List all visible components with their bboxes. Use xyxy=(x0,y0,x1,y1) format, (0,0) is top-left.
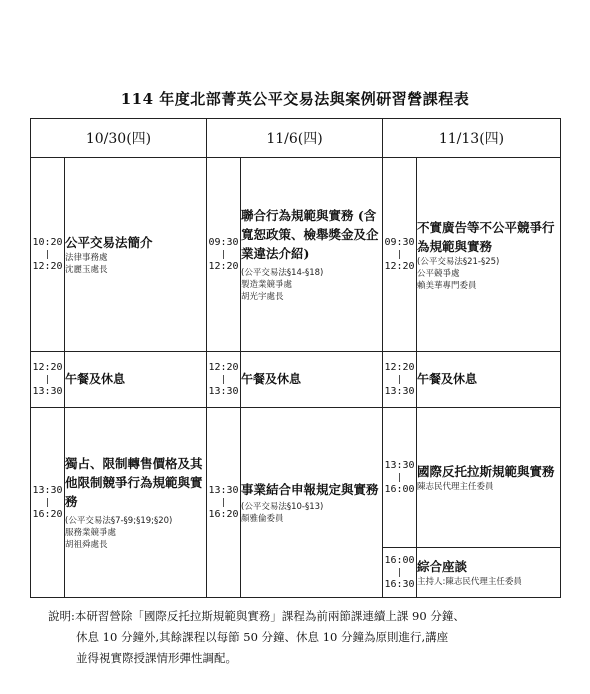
time-slot: 12:20 | 13:30 xyxy=(31,352,65,408)
lunch-row xyxy=(31,352,561,408)
session-cell: 公平交易法簡介 法律事務處 沈麗玉處長 xyxy=(65,158,207,352)
page-title: 114 年度北部菁英公平交易法與案例研習營課程表 xyxy=(120,90,470,108)
lunch-cell: 午餐及休息 xyxy=(65,352,207,408)
session-title: 聯合行為規範與實務 (含寬恕政策、檢舉獎金及企業違法介紹) xyxy=(241,208,379,261)
session-cell: 國際反托拉斯規範與實務 陳志民代理主任委員 xyxy=(417,408,561,548)
session-title: 國際反托拉斯規範與實務 xyxy=(417,464,555,479)
session-title: 綜合座談 xyxy=(417,559,468,574)
time-slot: 16:00 | 16:30 xyxy=(383,548,417,598)
time-slot: 13:30 | 16:20 xyxy=(31,408,65,598)
schedule-table xyxy=(30,118,561,598)
lunch-cell: 午餐及休息 xyxy=(241,352,383,408)
session-cell: 不實廣告等不公平競爭行為規範與實務 (公平交易法§21-§25) 公平競爭處 賴美華專門委員 xyxy=(417,158,561,352)
time-slot: 09:30 | 12:20 xyxy=(207,158,241,352)
lunch-cell: 午餐及休息 xyxy=(417,352,561,408)
session-title: 事業結合申報規定與實務 xyxy=(241,482,379,497)
day-header-1: 10/30(四) xyxy=(31,119,207,158)
header-row xyxy=(31,119,561,158)
time-slot: 13:30 | 16:00 xyxy=(383,408,417,548)
time-slot: 09:30 | 12:20 xyxy=(383,158,417,352)
session-cell: 聯合行為規範與實務 (含寬恕政策、檢舉獎金及企業違法介紹) (公平交易法§14-§18) 製造業競爭處 胡光宇處長 xyxy=(241,158,383,352)
footnote xyxy=(48,606,568,669)
time-slot: 12:20 | 13:30 xyxy=(383,352,417,408)
day-header-2: 11/6(四) xyxy=(207,119,383,158)
note-line: 說明:本研習營除「國際反托拉斯規範與實務」課程為前兩節課連續上課 90 分鐘、 xyxy=(48,609,465,623)
time-slot: 13:30 | 16:20 xyxy=(207,408,241,598)
session-title: 公平交易法簡介 xyxy=(65,235,153,250)
session-cell: 綜合座談 主持人:陳志民代理主任委員 xyxy=(417,548,561,598)
note-line: 休息 10 分鐘外,其餘課程以每節 50 分鐘、休息 10 分鐘為原則進行,講座 xyxy=(76,630,449,644)
session-title: 獨占、限制轉售價格及其他限制競爭行為規範與實務 xyxy=(65,456,203,509)
session-cell: 事業結合申報規定與實務 (公平交易法§10-§13) 顏雅倫委員 xyxy=(241,408,383,598)
session-title: 不實廣告等不公平競爭行為規範與實務 xyxy=(417,219,555,254)
morning-row xyxy=(31,158,561,352)
session-cell: 獨占、限制轉售價格及其他限制競爭行為規範與實務 (公平交易法§7-§9;§19;§20) 服務業競爭處 胡祖舜處長 xyxy=(65,408,207,598)
day-header-3: 11/13(四) xyxy=(383,119,561,158)
time-slot: 12:20 | 13:30 xyxy=(207,352,241,408)
time-slot: 10:20 | 12:20 xyxy=(31,158,65,352)
afternoon-row xyxy=(31,408,561,548)
note-line: 並得視實際授課情形彈性調配。 xyxy=(76,651,237,665)
